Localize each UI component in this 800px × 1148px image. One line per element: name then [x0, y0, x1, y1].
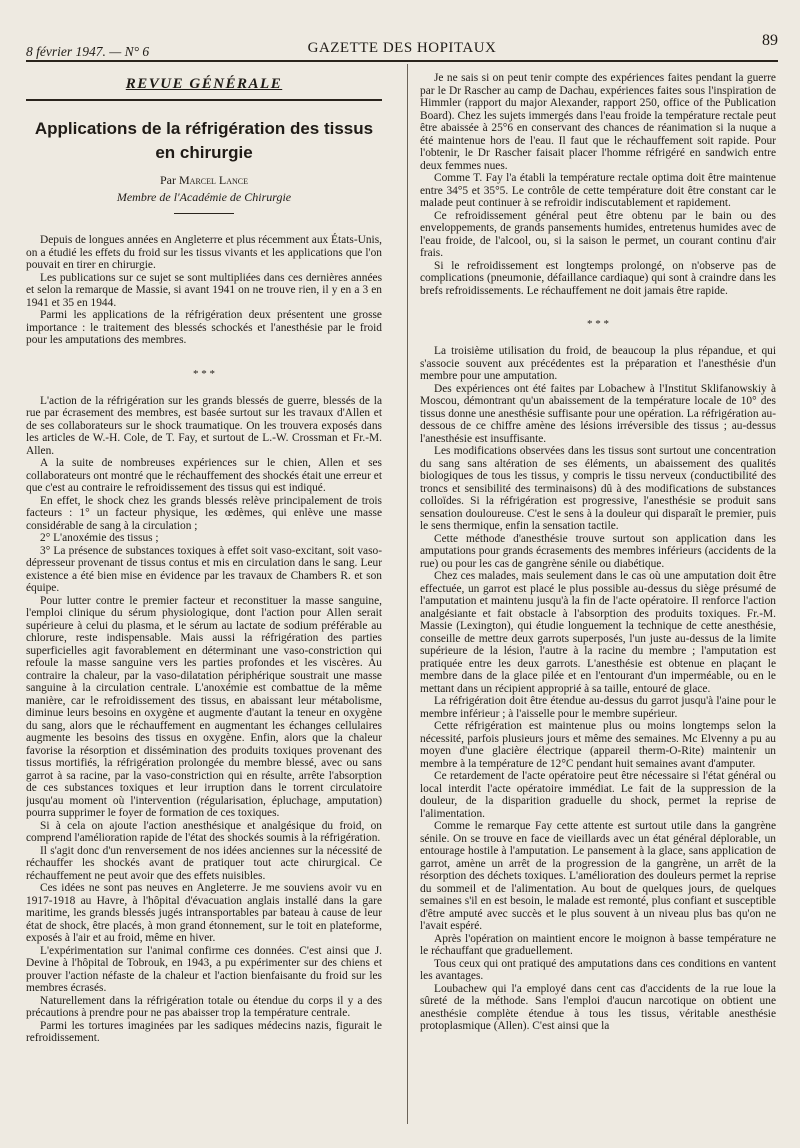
- paragraph: Ce refroidissement général peut être obtenu par le bain ou des enveloppements, de grands pansements humides, entretenus humides avec de l'eau froide, de l'alcool, ou, si la saison le permet, un courant continu d'air frais.: [420, 209, 776, 259]
- page-header: [26, 32, 778, 58]
- paragraph: Si le refroidissement est longtemps prolongé, on n'observe pas de complications (pneumonie, défaillance cardiaque) qui sont à craindre dans les brefs refroidissements. Le réchauffement ne doit jamais être rapide.: [420, 259, 776, 297]
- paragraph: Si à cela on ajoute l'action anesthésique et analgésique du froid, on comprend l'amélioration rapide de l'état des shockés soumis à la réfrigération.: [26, 819, 382, 844]
- paragraph: Naturellement dans la réfrigération totale ou étendue du corps il y a des précautions à prendre pour ne pas abaisser trop la température centrale.: [26, 994, 382, 1019]
- body-text: [26, 395, 382, 1045]
- intro-text: [26, 234, 382, 347]
- article-title: Applications de la réfrigération des tissus en chirurgie: [34, 119, 374, 162]
- section-separator: * * *: [193, 367, 215, 380]
- paragraph: Des expériences ont été faites par Lobachew à l'Institut Sklifanowskiy à Moscou, démontrant qu'un abaissement de la température locale de 10° des tissus donne une anesthésie suffisante pour une opération. La réfrigération au-dessous de ce chiffre amène des lésions irréversible des tissus ; au-dessus l'anesthésie est insuffisante.: [420, 382, 776, 445]
- paragraph: Chez ces malades, mais seulement dans le cas où une amputation doit être effectuée, un garrot est placé le plus possible au-dessus du siège présumé de l'amputation et maintenu jusqu'à la fin de l'acte opératoire. Il renforce l'action analgésiante et fait obstacle à l'absorption des produits toxiques. Fr.-M. Massie (Lexington), qui étudie longuement la technique de cette anesthésie, conseille de mettre deux garrots superposés, l'un juste au-dessus de la limite supérieure de la lésion, l'autre à la racine du membre ; l'amputation est pratiquée entre les deux garrots. L'anesthésie est obtenue en plaçant le membre dans de la glace pilée et en l'entourant d'un imperméable, ou en le mettant dans un récipient approprié à sa taille, entouré de glace.: [420, 570, 776, 695]
- paragraph: En effet, le shock chez les grands blessés relève principalement de trois facteurs : 1° un facteur physique, les œdèmes, qui enlève une masse considérable de sang à la circulation ;: [26, 494, 382, 532]
- header-rule: [26, 60, 778, 62]
- paragraph: Comme le remarque Fay cette attente est surtout utile dans la gangrène sénile. On se trouve en face de vieillards avec un état général déplorable, un entourage hostile à l'amputation. Le pansement à la glace, sans application de garrot, amène un arrêt de la progression de la gangrène, un arrêt de la résorption des déchets toxiques. L'amélioration des douleurs permet la reprise du sommeil et de l'alimentation. Au bout de quelques jours, de quelques semaines s'il en est besoin, le malade est remonté, plus confiant et susceptible d'être amputé avec succès et le plus souvent à un niveau plus bas qu'on ne l'avait espéré.: [420, 820, 776, 932]
- body-text-part2: [420, 345, 776, 1033]
- paragraph: Comme T. Fay l'a établi la température rectale optima doit être maintenue entre 34°5 et 35°5. Le contrôle de cette température doit être constant car le malade peut continuer à se refroidir indiscutablement et rapidement.: [420, 172, 776, 209]
- author-name: Marcel Lance: [179, 173, 248, 187]
- paragraph: Pour lutter contre le premier facteur et reconstituer la masse sanguine, l'emploi clinique du sérum physiologique, dont l'action pour Allen serait supérieure à celui du plasma, et le sérum au lactate de sodium préférable au chlorure, reste indispensable. Mais aussi la réfrigération des parties superficielles agit favorablement en déterminant une vaso-constriction qui refoule la masse sanguine vers les parties profondes et les viscères. Au contraire la chaleur, par la vaso-dilatation périphérique soustrait une masse sanguine à la circulation centrale. L'anoxémie est combattue de la même manière, car le refroidissement des tissus, en abaissant leur métabolisme, diminue leurs besoins en oxygène et augmente d'autant la teneur en oxygène du sang, alors que le réchauffement en augmentant les échanges cellulaires augmente les besoins des tissus en oxygène. Enfin, alors que la chaleur favorise la résorption et dissémination des produits toxiques provenant des tissus mortifiés, la réfrigération prolongée du membre blessé, avec ou sans garrot à sa racine, par la vaso-constriction qui en résulte, arrête l'absorption de ces substances toxiques et leur irruption dans le torrent circulatoire jusqu'au moment où l'intervention (régularisation, épluchage, amputation) pourra supprimer le foyer de formation de ces toxiques.: [26, 594, 382, 819]
- paragraph: Après l'opération on maintient encore le moignon à basse température ne le réchauffant que graduellement.: [420, 932, 776, 957]
- column-divider: [407, 64, 408, 1124]
- byline: [26, 173, 382, 188]
- paragraph: La réfrigération doit être étendue au-dessus du garrot jusqu'à l'aine pour le membre inférieur ; à l'aisselle pour le membre supérieur.: [420, 695, 776, 720]
- paragraph: Les publications sur ce sujet se sont multipliées dans ces dernières années et selon la remarque de Massie, si avant 1941 on ne trouve rien, il y en a 3 en 1941 et 35 en 1944.: [26, 271, 382, 309]
- paragraph: Loubachew qui l'a employé dans cent cas d'accidents de la rue loue la sûreté de la méthode. Sans l'emploi d'aucun narcotique on obtient une anesthésie complète étendue à tous les tissus, véritable anesthésie protoplasmique (Allen). C'est ainsi que la: [420, 982, 776, 1032]
- rubric-rule: [26, 99, 382, 101]
- body-text-part1: [420, 72, 776, 297]
- title-rule: [174, 213, 234, 214]
- paragraph: 3° La présence de substances toxiques à effet soit vaso-excitant, soit vaso-dépresseur provenant de tissus contus et mis en circulation dans le sang. Leur existence a été bien mise en évidence par les travaux de Chambers R. et son équipe.: [26, 544, 382, 594]
- paragraph: Cette méthode d'anesthésie trouve surtout son application dans les amputations pour grands écrasements des membres inférieurs (accidents de la rue) ou pour les cas de gangrène sénile ou diabétique.: [420, 532, 776, 570]
- paragraph: La troisième utilisation du froid, de beaucoup la plus répandue, et qui s'associe souvent aux précédentes est la préparation et l'anesthésie d'un membre pour une amputation.: [420, 345, 776, 382]
- paragraph: Les modifications observées dans les tissus sont surtout une concentration du sang sans altération de ses éléments, un abaissement des qualités biologiques de tous les tissus, y compris le tissu nerveux (conductibilité des troncs et sensibilité des terminaisons) dû à des modifications de substances colloïdes. Si la réfrigération est progressive, l'anesthésie se produit sans sensation douloureuse. C'est le sens à la douleur qui disparaît le premier, puis le sens thermique, enfin la sensation tactile.: [420, 445, 776, 532]
- paragraph: Tous ceux qui ont pratiqué des amputations dans ces conditions en vantent les avantages.: [420, 957, 776, 982]
- section-rubric: REVUE GÉNÉRALE: [125, 76, 283, 92]
- paragraph: L'expérimentation sur l'animal confirme ces données. C'est ainsi que J. Devine à l'hôpital de Tobrouk, en 1943, a pu expérimenter sur des chiens et prouver l'action néfaste de la chaleur et l'action bienfaisante du froid sur les membres écrasés.: [26, 944, 382, 994]
- author-affiliation: Membre de l'Académie de Chirurgie: [116, 190, 292, 204]
- paragraph: L'action de la réfrigération sur les grands blessés de guerre, blessés de la rue par écrasement des membres, est basée surtout sur les travaux d'Allen et de ses collaborateurs sur le shock traumatique. On les trouvera exposés dans les articles de W.-H. Cole, de T. Fay, et surtout de L.-W. Crossman et Fr.-M. Allen.: [26, 394, 382, 457]
- paragraph: 2° L'anoxémie des tissus ;: [40, 532, 159, 544]
- left-column: [26, 72, 382, 1128]
- author-prefix: Par: [160, 173, 176, 187]
- section-separator: * * *: [587, 318, 609, 330]
- page-number: 89: [762, 32, 778, 49]
- paragraph: Parmi les applications de la réfrigération deux présentent une grosse importance : le traitement des blessés schockés et l'anesthésie par le froid pour les amputations des membres.: [26, 309, 382, 346]
- right-column: [420, 72, 776, 1128]
- paragraph: Depuis de longues années en Angleterre et plus récemment aux États-Unis, on a étudié les effets du froid sur les tissus vivants et les applications que l'on pouvait en tirer en chirurgie.: [26, 234, 382, 271]
- paragraph: Je ne sais si on peut tenir compte des expériences faites pendant la guerre par le Dr Rascher au camp de Dachau, expériences faites sous l'inspiration de Himmler (rapport du major Alexander, rapport 250, office of the Publication Board). Chez les sujets immergés dans l'eau froide la température rectale peut être abaissée à 25°6 en conservant des chances de réanimation si la nuque a été maintenue hors de l'eau. Il faut que le réchauffement soit rapide. Pour l'obtenir, le Dr Rascher faisait placer l'homme réfrigéré en sandwich entre deux femmes nues.: [420, 72, 776, 172]
- issue-date: 8 février 1947. — N° 6: [26, 44, 150, 59]
- journal-title: GAZETTE DES HOPITAUX: [307, 40, 497, 56]
- paragraph: Parmi les tortures imaginées par les sadiques médecins nazis, figurait le refroidissement.: [26, 1019, 382, 1044]
- paragraph: Cette réfrigération est maintenue plus ou moins longtemps selon la nécessité, parfois plusieurs jours et même des semaines. Mc Elvenny a pu au moyen d'une glacière électrique (appareil therm-O-Rite) maintenir un membre à la température de 12°C pendant huit semaines avant d'amputer.: [420, 720, 776, 770]
- paragraph: Ce retardement de l'acte opératoire peut être nécessaire si l'état général ou local interdit l'acte opératoire immédiat. Le fait de la suppression de la douleur, de la disparition graduelle du shock, permet la reprise de l'alimentation.: [420, 770, 776, 820]
- paragraph: Il s'agit donc d'un renversement de nos idées anciennes sur la nécessité de réchauffer les shockés avant de pratiquer tout acte chirurgical. Ce réchauffement ne peut avoir que des effets nuisibles.: [26, 844, 382, 882]
- paragraph: Ces idées ne sont pas neuves en Angleterre. Je me souviens avoir vu en 1917-1918 au Havre, à l'hôpital d'évacuation anglais installé dans la gare maritime, les grands blessés jugés intransportables par bateau à cause de leur état de shock, être placés, à mon grand étonnement, sur le toit en plateforme, exposés à l'air et au froid, même en hiver.: [26, 882, 382, 944]
- paragraph: A la suite de nombreuses expériences sur le chien, Allen et ses collaborateurs ont montré que le réchauffement des shockés était une erreur et que c'est au contraire le refroidissement des tissus qui est indiqué.: [26, 457, 382, 494]
